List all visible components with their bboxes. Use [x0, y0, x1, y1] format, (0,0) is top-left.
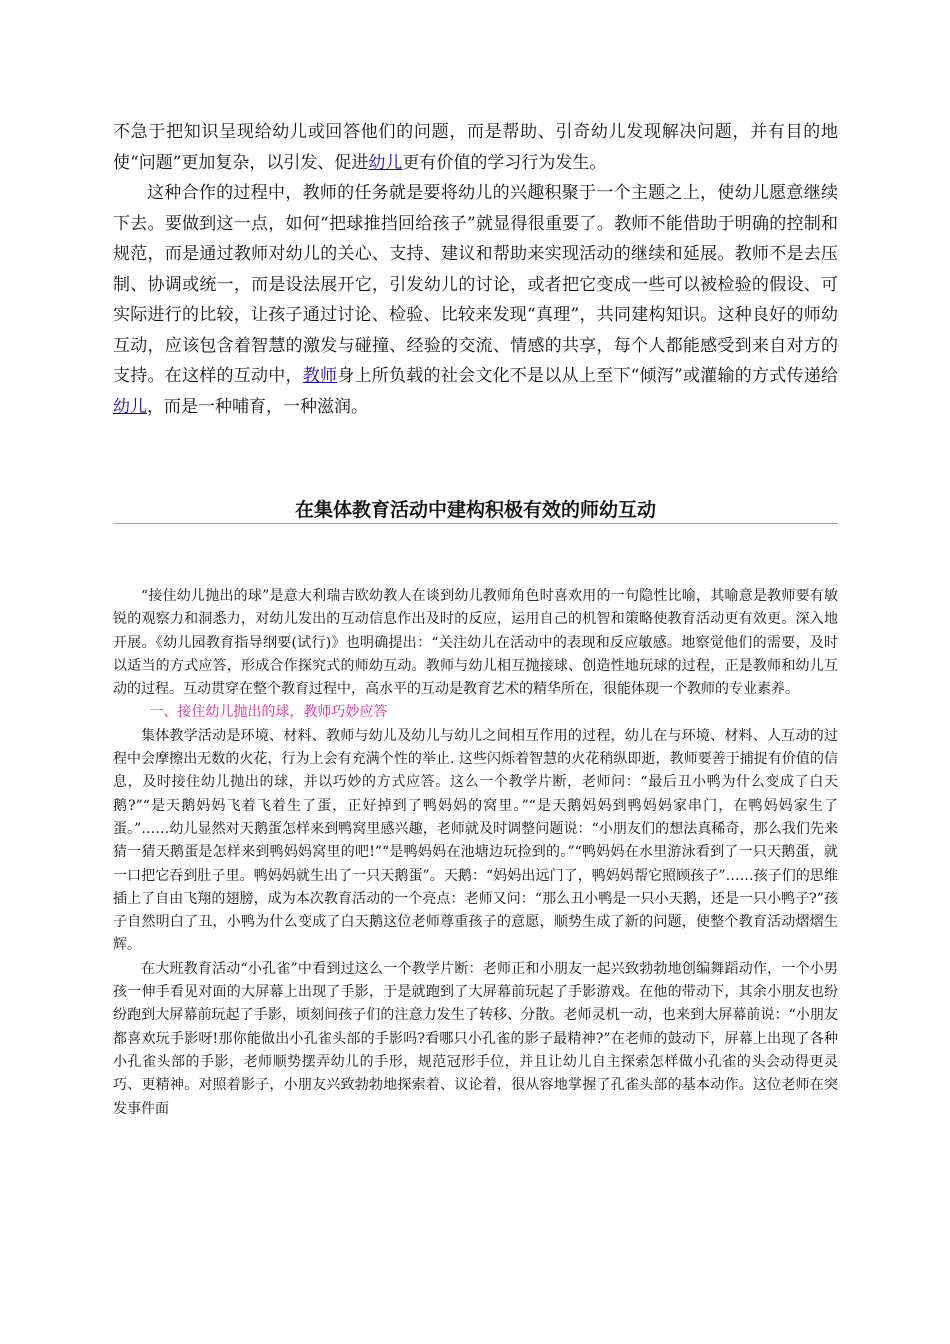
link-jiaoshi[interactable]: 教师 [302, 366, 338, 386]
paragraph-cooperation: 这种合作的过程中，教师的任务就是要将幼儿的兴趣积聚于一个主题之上，使幼儿愿意继续下去。要做到这一点，如何“把球推挡回给孩子”就显得很重要了。教师不能借助于明确的控制和规范，而是通过教师对幼儿的关心、支持、建议和帮助来实现活动的继续和延展。教师不是去压制、协调或统一，而是设法展开它，引发幼儿的讨论，或者把它变成一些可以被检验的假设、可实际进行的比较，让孩子通过讨论、检验、比较来发现“真理”，共同建构知识。这种良好的师幼互动，应该包含着智慧的激发与碰撞、经验的交流、情感的共享，每个人都能感受到来自对方的支持。在这样的互动中，教师身上所负载的社会文化不是以从上至下“倾泻”或灌输的方式传递给幼儿，而是一种哺育，一种滋润。 [113, 183, 839, 417]
intro-paragraph: “接住幼儿抛出的球”是意大利瑞吉欧幼教人在谈到幼儿教师角色时喜欢用的一句隐性比喻，其喻意是教师要有敏锐的观察力和洞悉力，对幼儿发出的互动信息作出及时的反应，运用自己的机智和策略使教育活动更有效更。深入地开展。《幼儿园教育指导纲要(试行)》也明确提出：“关注幼儿在活动中的表现和反应敏感。地察觉他们的需要，及时以适当的方式应答，形成合作探究式的师幼互动。教师与幼儿相互抛接球、创造性地玩球的过程，正是教师和幼儿互动的过程。互动贯穿在整个教育过程中，高水平的互动是教育艺术的精华所在，很能体现一个教师的专业素养。 [113, 588, 838, 698]
section-heading: 一、接住幼儿抛出的球，教师巧妙应答 [149, 704, 388, 721]
paragraph-continued: 不急于把知识呈现给幼儿或回答他们的问题，而是帮助、引奇幼儿发现解决问题，并有目的地使“问题”更加复杂，以引发、促进幼儿更有价值的学习行为发生。 [113, 122, 838, 173]
paragraph-peacock: 在大班教育活动“小孔雀”中看到过这么一个教学片断：老师正和小朋友一起兴致勃勃地创编舞蹈动作，一个小男孩一伸手看见对面的大屏幕上出现了手影，于是就跑到了大屏幕前玩起了手影游戏。在他的带动下，其余小朋友也纷纷跑到大屏幕前玩起了手影，顷刻间孩子们的注意力发生了转移、分散。老师灵机一动，也来到大屏幕前说：“小朋友都喜欢玩手影呀!那你能做出小孔雀头部的手影吗?看哪只小孔雀的影子最精神?”在老师的鼓动下，屏幕上出现了各种小孔雀头部的手影，老师顺势摆弄幼儿的手形，规范冠形手位，并且让幼儿自主探索怎样做小孔雀的头会动得更灵巧、更精神。对照着影子，小朋友兴致勃勃地探索着、议论着，很从容地掌握了孔雀头部的基本动作。这位老师在突发事件面 [113, 960, 838, 1117]
continued-text-section [113, 117, 838, 422]
link-youer-2[interactable]: 幼儿 [113, 396, 147, 417]
link-youer-1[interactable]: 幼儿 [368, 152, 403, 173]
article-title: 在集体教育活动中建构积极有效的师幼互动 [294, 499, 656, 521]
title-divider [113, 523, 838, 524]
article-body [113, 585, 838, 1121]
paragraph-duckling: 集体教学活动是环境、材料、教师与幼儿及幼儿与幼儿之间相互作用的过程，幼儿在与环境、材料、人互动的过程中会摩擦出无数的火花，行为上会有充满个性的举止. 这些闪烁着智慧的火花稍纵即逝，教师要善于捕捉有价值的信息，及时接住幼儿抛出的球，并以巧妙的方式应答。这么一个教学片断，老师问：“最后丑小鸭为什么变成了白天鹅?”“是天鹅妈妈飞着飞着生了蛋，正好掉到了鸭妈妈的窝里。”“是天鹅妈妈到鸭妈妈家串门，在鸭妈妈家生了蛋。”……幼儿显然对天鹅蛋怎样来到鸭窝里感兴趣，老师就及时调整问题说：“小朋友们的想法真稀奇，那么我们先来猜一猜天鹅蛋是怎样来到鸭妈妈窝里的吧!”“是鸭妈妈在池塘边玩捡到的。”“鸭妈妈在水里游泳看到了一只天鹅蛋，就一口把它吞到肚子里。鸭妈妈就生出了一只天鹅蛋”。天鹅：“妈妈出远门了，鸭妈妈帮它照顾孩子”……孩子们的思维插上了自由飞翔的翅膀，成为本次教育活动的一个亮点：老师又问：“那么丑小鸭是一只小天鹅，还是一只小鸭子?”孩子自然明白了丑，小鸭为什么变成了白天鹅这位老师尊重孩子的意愿，顺势生成了新的问题，使整个教育活动熠熠生辉。 [113, 727, 838, 954]
